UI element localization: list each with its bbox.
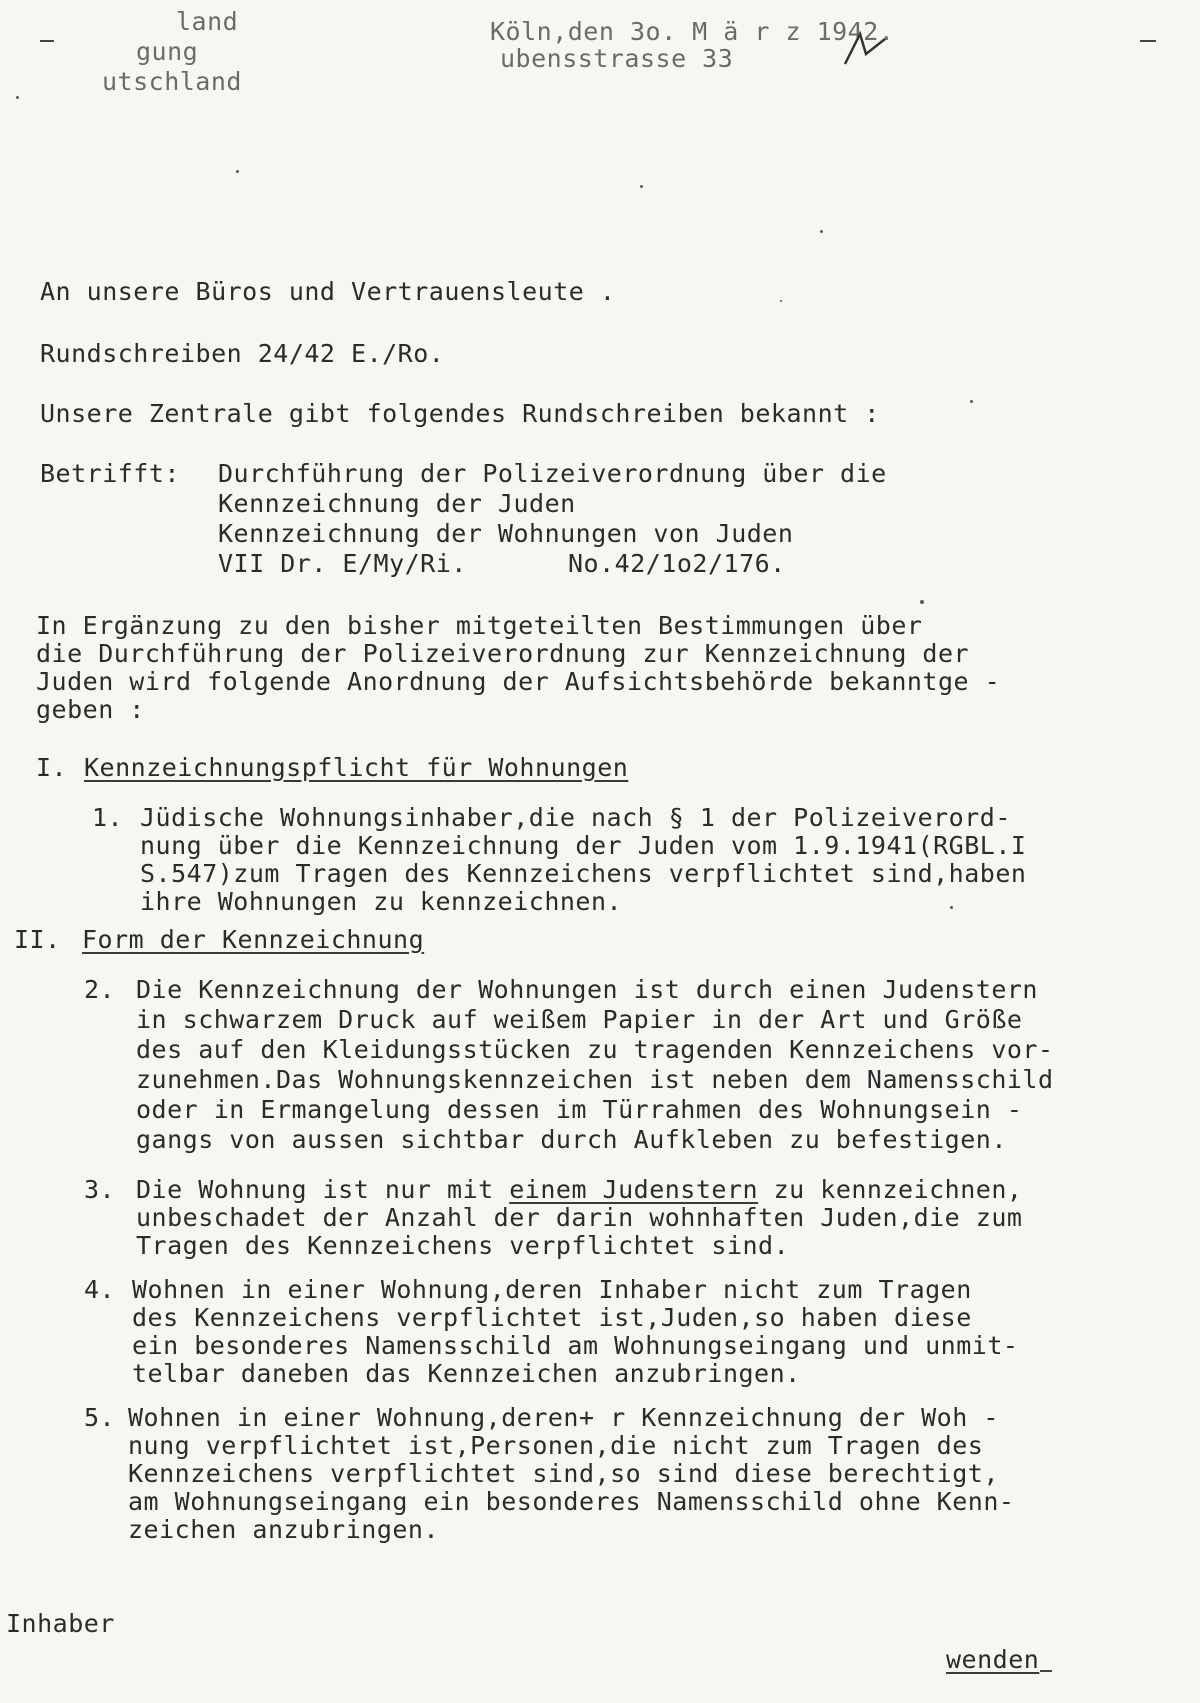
handwritten-mark-icon: [840, 24, 890, 74]
item2-number: 2.: [84, 975, 116, 1004]
header-org-line2: gung: [136, 37, 199, 66]
item5-line5: zeichen anzubringen.: [128, 1515, 440, 1544]
preamble-line1: In Ergänzung zu den bisher mitgeteilten Bestimmungen über: [36, 611, 923, 640]
preamble-line2: die Durchführung der Polizeiverordnung zur Kennzeichnung der: [36, 639, 970, 668]
preamble-line4: geben :: [36, 695, 145, 724]
scan-speck: [640, 185, 643, 188]
subject-line3: Kennzeichnung der Wohnungen von Juden: [218, 519, 794, 548]
subject-number: No.42/1o2/176.: [568, 549, 786, 578]
scan-speck: [950, 906, 953, 909]
scan-speck: [236, 170, 239, 173]
item2-line1: Die Kennzeichnung der Wohnungen ist durch einen Judenstern: [136, 975, 1038, 1004]
header-street: ubensstrasse 33: [500, 44, 734, 73]
item4-number: 4.: [84, 1275, 116, 1304]
scan-speck: [16, 96, 19, 99]
item3-line1-emphasis: einem Judenstern: [509, 1175, 759, 1204]
item3-number: 3.: [84, 1175, 116, 1204]
item2-line2: in schwarzem Druck auf weißem Papier in der Art und Größe: [136, 1005, 1023, 1034]
subject-reference: VII Dr. E/My/Ri.: [218, 549, 467, 578]
item5-line2: nung verpflichtet ist,Personen,die nicht zum Tragen des: [128, 1431, 984, 1460]
section1-numeral: I.: [36, 753, 68, 782]
section1-heading: Kennzeichnungspflicht für Wohnungen: [84, 753, 629, 782]
item1-line4: ihre Wohnungen zu kennzeichnen.: [140, 887, 623, 916]
item3-line2: unbeschadet der Anzahl der darin wohnhaften Juden,die zum: [136, 1203, 1023, 1232]
header-org-line3: utschland: [102, 67, 242, 96]
item1-line3: S.547)zum Tragen des Kennzeichens verpflichtet sind,haben: [140, 859, 1027, 888]
scan-speck: [970, 400, 973, 403]
header-org-line1: land: [176, 7, 239, 36]
scan-dash: [1140, 40, 1156, 42]
item4-line3: ein besonderes Namensschild am Wohnungseingang und unmit-: [132, 1331, 1019, 1360]
section2-numeral: II.: [14, 925, 61, 954]
scan-dash: [40, 40, 54, 42]
scan-speck: [820, 230, 823, 233]
item4-line4: telbar daneben das Kennzeichen anzubringen.: [132, 1359, 801, 1388]
scan-dash: [1040, 1670, 1052, 1672]
item2-line5: oder in Ermangelung dessen im Türrahmen des Wohnungsein -: [136, 1095, 1023, 1124]
subject-line1: Durchführung der Polizeiverordnung über die: [218, 459, 887, 488]
item5-line4: am Wohnungseingang ein besonderes Namensschild ohne Kenn-: [128, 1487, 1015, 1516]
item5-line3: Kennzeichens verpflichtet sind,so sind diese berechtigt,: [128, 1459, 999, 1488]
addressee-line: An unsere Büros und Vertrauensleute .: [40, 277, 616, 306]
intro-line: Unsere Zentrale gibt folgendes Rundschreiben bekannt :: [40, 399, 880, 428]
item3-line1-pre: Die Wohnung ist nur mit: [136, 1175, 510, 1204]
scan-speck: [920, 600, 924, 604]
item3-line1: [136, 1176, 1022, 1204]
item2-line4: zunehmen.Das Wohnungskennzeichen ist neben dem Namensschild: [136, 1065, 1054, 1094]
catchword-inhaber: Inhaber: [6, 1609, 115, 1638]
section2-heading: Form der Kennzeichnung: [82, 925, 425, 954]
scan-speck: [780, 300, 782, 302]
item5-line1: Wohnen in einer Wohnung,deren+ r Kennzeichnung der Woh -: [128, 1403, 999, 1432]
circular-reference: Rundschreiben 24/42 E./Ro.: [40, 339, 445, 368]
item2-line6: gangs von aussen sichtbar durch Aufkleben zu befestigen.: [136, 1125, 1007, 1154]
subject-label: Betrifft:: [40, 459, 180, 488]
header-date: Köln,den 3o. M ä r z 1942.: [490, 17, 895, 46]
item1-number: 1.: [92, 803, 124, 832]
turn-over-note: wenden: [946, 1645, 1040, 1674]
item4-line2: des Kennzeichens verpflichtet ist,Juden,so haben diese: [132, 1303, 972, 1332]
item1-line2: nung über die Kennzeichnung der Juden vom 1.9.1941(RGBL.I: [140, 831, 1027, 860]
item3-line1-post: zu kennzeichnen,: [758, 1175, 1023, 1204]
item4-line1: Wohnen in einer Wohnung,deren Inhaber nicht zum Tragen: [132, 1275, 972, 1304]
item5-number: 5.: [84, 1403, 116, 1432]
preamble-line3: Juden wird folgende Anordnung der Aufsichtsbehörde bekanntge -: [36, 667, 1001, 696]
item3-line3: Tragen des Kennzeichens verpflichtet sind.: [136, 1231, 790, 1260]
item1-line1: Jüdische Wohnungsinhaber,die nach § 1 der Polizeiverord-: [140, 803, 1011, 832]
item2-line3: des auf den Kleidungsstücken zu tragenden Kennzeichens vor-: [136, 1035, 1054, 1064]
subject-line2: Kennzeichnung der Juden: [218, 489, 576, 518]
